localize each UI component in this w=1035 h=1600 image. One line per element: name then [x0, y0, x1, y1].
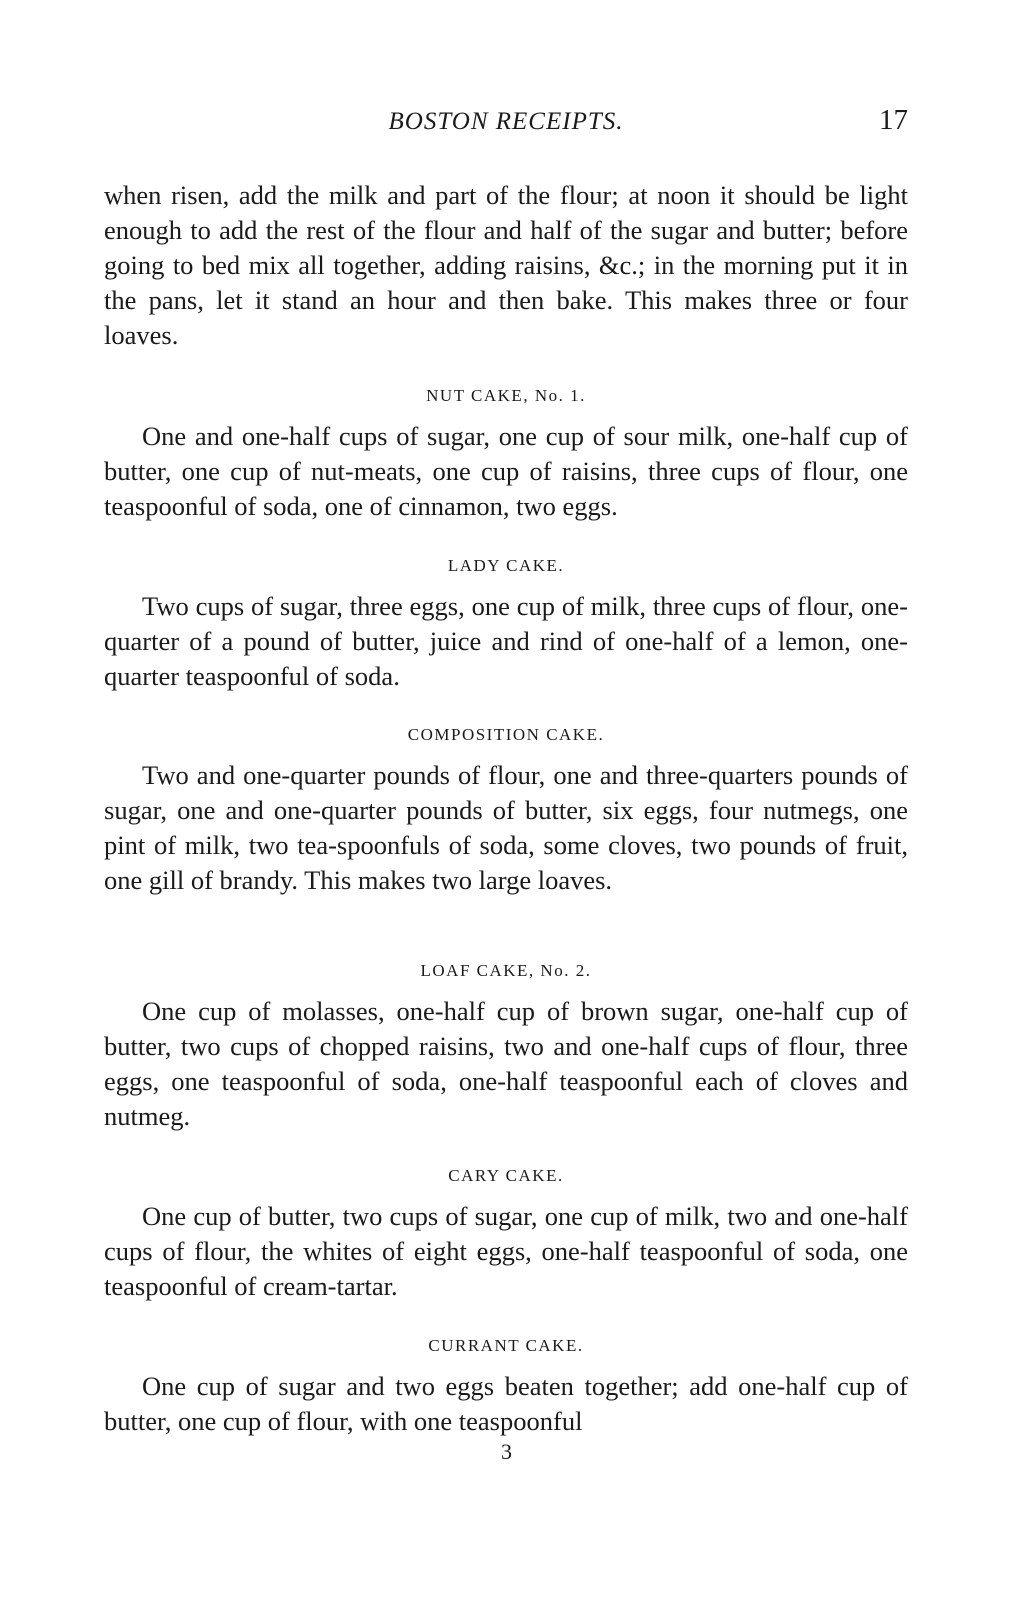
cary-cake-section: [104, 1163, 908, 1304]
lady-cake-section: [104, 553, 908, 694]
continuation-paragraph: when risen, add the milk and part of the flour; at noon it should be light enough to add the rest of the flour and half of the sugar and butter; before going to bed mix all together, adding raisins, &c.; in the morning put it in the pans, let it stand an hour and then bake. This makes three or four loaves.: [104, 180, 908, 350]
currant-cake-paragraph: One cup of sugar and two eggs beaten together; add one-half cup of butter, one cup of flour, with one teaspoonful: [104, 1371, 908, 1436]
nut-cake-heading: NUT CAKE, No. 1.: [426, 386, 586, 405]
composition-cake-section: [104, 722, 908, 898]
continuation-block: [104, 178, 908, 353]
cary-cake-heading: CARY CAKE.: [448, 1166, 564, 1185]
currant-cake-heading: CURRANT CAKE.: [428, 1336, 584, 1355]
nut-cake-paragraph: One and one-half cups of sugar, one cup of sour milk, one-half cup of butter, one cup of nut-meats, one cup of raisins, three cups of flour, one teaspoonful of soda, one of cinnamon, two eggs.: [104, 421, 908, 521]
loaf-cake-heading: LOAF CAKE, No. 2.: [420, 961, 592, 980]
running-header: [104, 104, 908, 144]
composition-cake-paragraph: Two and one-quarter pounds of flour, one and three-quarters pounds of sugar, one and one-quarter pounds of butter, six eggs, four nutmegs, one pint of milk, two tea-spoonfuls of soda, some cloves, two pounds of fruit, one gill of brandy. This makes two large loaves.: [104, 760, 908, 895]
page-number: 17: [879, 104, 908, 136]
nut-cake-section: [104, 383, 908, 524]
loaf-cake-paragraph: One cup of molasses, one-half cup of brown sugar, one-half cup of butter, two cups of chopped raisins, two and one-half cups of flour, three eggs, one teaspoonful of soda, one-half teaspoonful each of cloves and nutmeg.: [104, 996, 908, 1131]
loaf-cake-section: [104, 958, 908, 1134]
composition-cake-heading: COMPOSITION CAKE.: [407, 725, 605, 744]
currant-cake-section: [104, 1333, 908, 1439]
lady-cake-paragraph: Two cups of sugar, three eggs, one cup of milk, three cups of flour, one-quarter of a pound of butter, juice and rind of one-half of a lemon, one-quarter teaspoonful of soda.: [104, 591, 908, 691]
signature-mark: [0, 1439, 1035, 1465]
signature-mark-text: 3: [501, 1439, 512, 1464]
cary-cake-paragraph: One cup of butter, two cups of sugar, one cup of milk, two and one-half cups of flour, the whites of eight eggs, one-half teaspoonful of soda, one teaspoonful of cream-tartar.: [104, 1201, 908, 1301]
lady-cake-heading: LADY CAKE.: [447, 556, 565, 575]
running-title: BOSTON RECEIPTS.: [388, 108, 624, 135]
